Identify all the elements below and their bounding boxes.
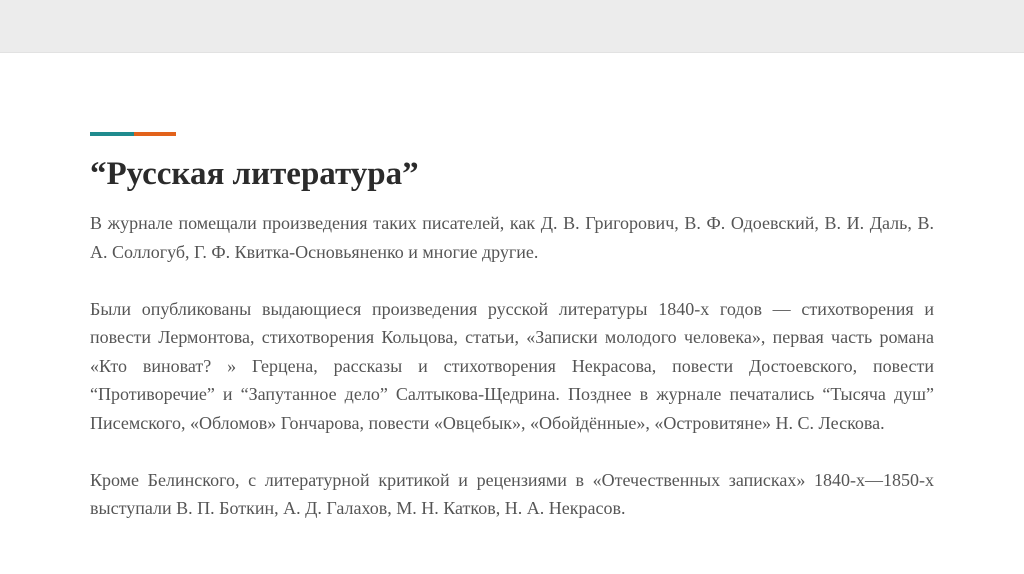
accent-bar-orange	[134, 132, 176, 136]
paragraph-2: Были опубликованы выдающиеся произведения русской литературы 1840-х годов — стихотворения и повести Лермонтова, стихотворения Кольцова, статьи, «Записки молодого человека», первая часть романа «Кто виноват? » Герцена, рассказы и стихотворения Некрасова, повести Достоевского, повести “Противоречие” и “Запутанное дело” Салтыкова-Щедрина. Позднее в журнале печатались “Тысяча душ” Писемского, «Обломов» Гончарова, повести «Овцебык», «Обойдённые», «Островитяне» Н. С. Лескова.	[90, 298, 934, 433]
slide-title: “Русская литература”	[90, 156, 419, 192]
slide-body	[90, 209, 934, 523]
header-band	[0, 0, 1024, 53]
paragraph-3: Кроме Белинского, с литературной критикой и рецензиями в «Отечественных записках» 1840-х—1850-х выступали В. П. Боткин, А. Д. Галахов, М. Н. Катков, Н. А. Некрасов.	[90, 469, 934, 518]
accent-bar-teal	[90, 132, 134, 136]
paragraph-1: В журнале помещали произведения таких писателей, как Д. В. Григорович, В. Ф. Одоевский, В. И. Даль, В. А. Соллогуб, Г. Ф. Квитка-Основьяненко и многие другие.	[90, 213, 934, 262]
